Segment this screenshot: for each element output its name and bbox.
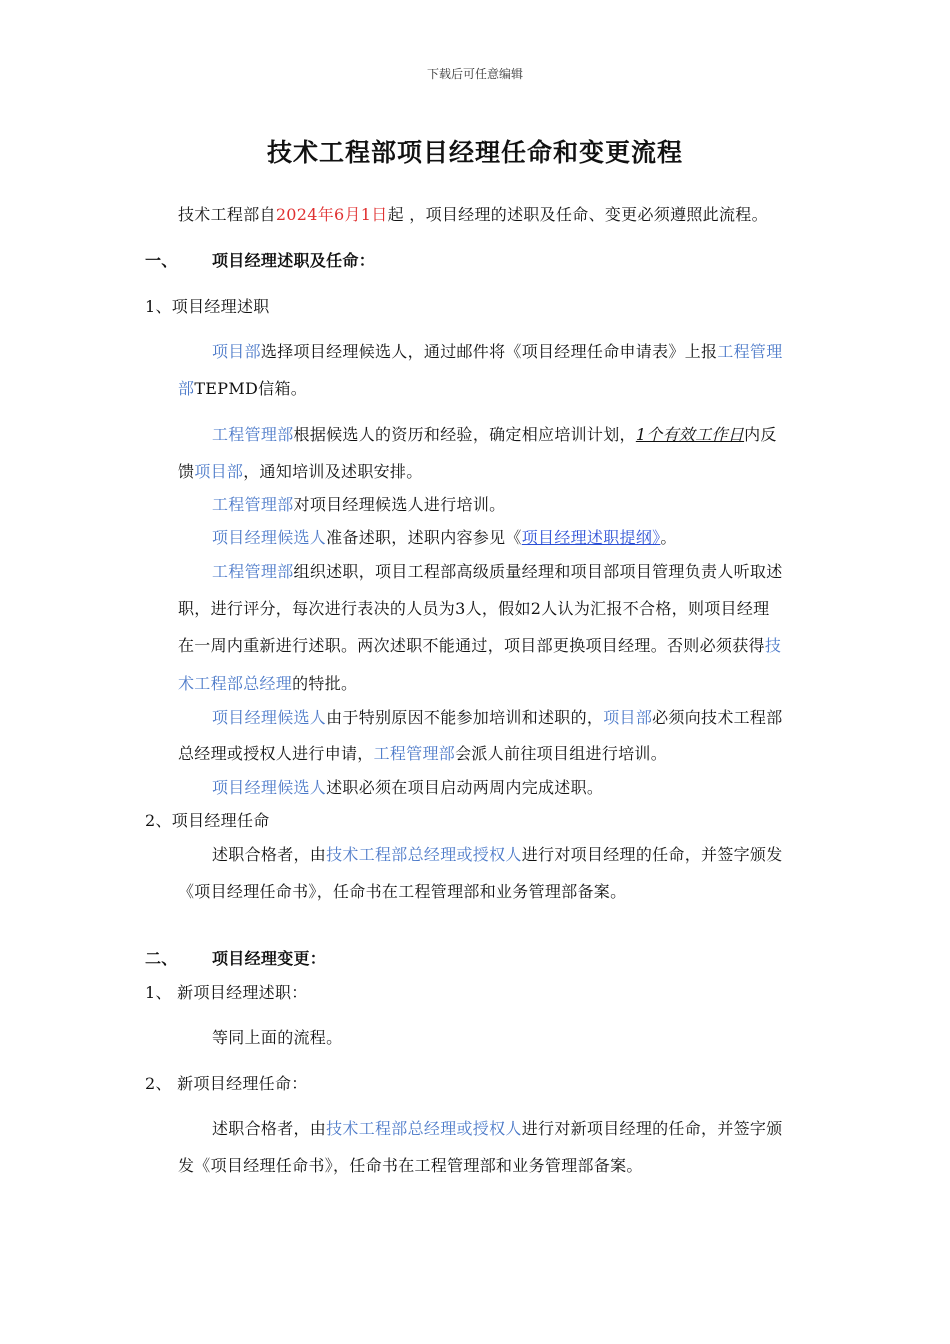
subsection-2-2: 2、 新项目经理任命：: [145, 1074, 308, 1093]
paragraph-6-line-2: 总经理或授权人进行申请，工程管理部会派人前往项目组进行培训。: [178, 744, 668, 763]
paragraph-8-line-2: 《项目经理任命书》，任命书在工程管理部和业务管理部备案。: [178, 882, 627, 901]
paragraph-1-line-2: 部TEPMD信箱。: [178, 379, 308, 398]
section-1-number: 一、: [145, 251, 178, 270]
paragraph-8-line-1: 述职合格者，由技术工程部总经理或授权人进行对项目经理的任命，并签字颁发: [212, 845, 783, 864]
intro-paragraph: 技术工程部自2024年6月1日起 ，项目经理的述职及任命、变更必须遵照此流程。: [178, 205, 768, 224]
paragraph-7: 项目经理候选人述职必须在项目启动两周内完成述职。: [212, 778, 604, 797]
paragraph-1-line-1: 项目部选择项目经理候选人，通过邮件将《项目经理任命申请表》上报工程管理: [212, 342, 783, 361]
paragraph-6-line-1: 项目经理候选人由于特别原因不能参加培训和述职的，项目部必须向技术工程部: [212, 708, 783, 727]
paragraph-2-line-2: 馈项目部，通知培训及述职安排。: [178, 462, 423, 481]
section-2-number: 二、: [145, 949, 178, 968]
paragraph-2-line-1: 工程管理部根据候选人的资历和经验，确定相应培训计划，1个有效工作日内反: [212, 425, 777, 444]
paragraph-5-line-2: 职，进行评分，每次进行表决的人员为3人，假如2人认为汇报不合格，则项目经理: [178, 599, 770, 618]
paragraph-10-line-2: 发《项目经理任命书》，任命书在工程管理部和业务管理部备案。: [178, 1156, 643, 1175]
section-2-title: 项目经理变更：: [212, 949, 327, 968]
page-title: 技术工程部项目经理任命和变更流程: [266, 138, 683, 167]
paragraph-4: 项目经理候选人准备述职，述职内容参见《项目经理述职提纲》。: [212, 528, 677, 547]
subsection-2-1: 1、 新项目经理述职：: [145, 983, 308, 1002]
page-header: 下载后可任意编辑: [426, 67, 523, 81]
subsection-1-2: 2、项目经理任命: [145, 811, 270, 830]
paragraph-5-line-4: 术工程部总经理的特批。: [178, 674, 358, 693]
paragraph-5-line-1: 工程管理部组织述职，项目工程部高级质量经理和项目部项目管理负责人听取述: [212, 562, 783, 581]
paragraph-9: 等同上面的流程。: [212, 1028, 343, 1047]
outline-link[interactable]: 项目经理述职提纲》: [521, 528, 661, 547]
paragraph-5-line-3: 在一周内重新进行述职。两次述职不能通过，项目部更换项目经理。否则必须获得技: [178, 636, 782, 655]
paragraph-3: 工程管理部对项目经理候选人进行培训。: [212, 495, 506, 514]
subsection-1-1: 1、项目经理述职: [145, 297, 270, 316]
section-1-title: 项目经理述职及任命：: [212, 251, 376, 270]
paragraph-10-line-1: 述职合格者，由技术工程部总经理或授权人进行对新项目经理的任命，并签字颁: [212, 1119, 783, 1138]
